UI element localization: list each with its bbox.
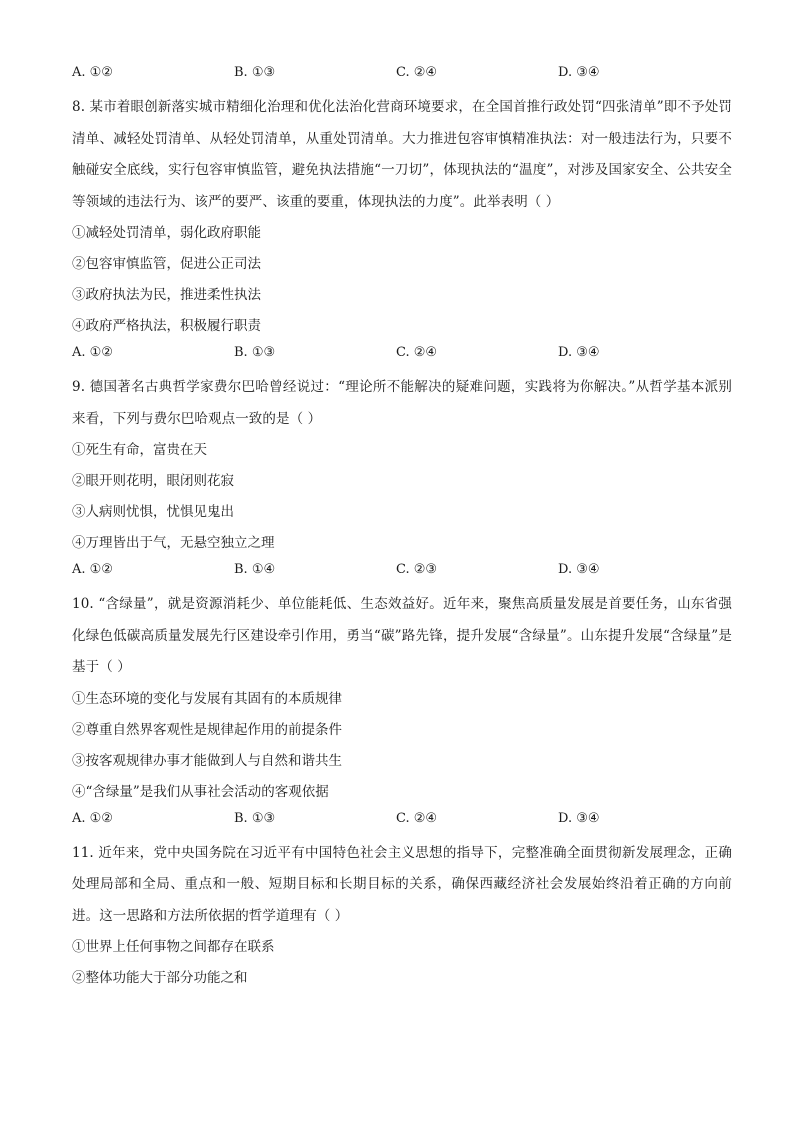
option-d: D. ③④ [558,345,600,360]
statement-3: ③按客观规律办事才能做到人与自然和谐共生 [72,752,342,769]
option-d: D. ③④ [558,562,600,577]
option-b: B. ①③ [234,345,276,360]
statement-3: ③政府执法为民，推进柔性执法 [72,287,261,303]
statement-4: ④政府严格执法，积极履行职责 [72,318,261,334]
question-stem: 9. 德国著名古典哲学家费尔巴哈曾经说过：“理论所不能解决的疑难问题，实践将为你解决。”从哲学基本派别来看，下列与费尔巴哈观点一致的是（ ） [72,379,732,427]
statement-2: ②眼开则花明，眼闭则花寂 [72,473,234,489]
answer-options [72,559,732,581]
statement-1: ①生态环境的变化与发展有其固有的本质规律 [72,690,342,707]
statement-2: ②尊重自然界客观性是规律起作用的前提条件 [72,721,342,738]
option-c: C. ②③ [396,562,438,577]
answer-options [72,62,732,84]
statement-2: ②整体功能大于部分功能之和 [72,970,248,986]
exam-page [72,62,732,994]
statement-2: ②包容审慎监管，促进公正司法 [72,256,261,272]
question-stem: 8. 某市着眼创新落实城市精细化治理和优化法治化营商环境要求，在全国首推行政处罚“四张清单”即不予处罚清单、减轻处罚清单、从轻处罚清单，从重处罚清单。大力推进包容审慎精准执法：对一般违法行为，只要不触碰安全底线，实行包容审慎监管，避免执法措施“一刀切”，体现执法的“温度”，对涉及国家安全、公共安全等领域的违法行为、该严的要严、该重的要重，体现执法的力度”。此举表明（ ） [72,99,732,210]
statement-1: ①减轻处罚清单，弱化政府职能 [72,225,261,241]
statement-1: ①世界上任何事物之间都存在联系 [72,939,275,955]
option-d: D. ③④ [558,810,600,826]
question-11 [72,838,732,995]
option-b: B. ①④ [234,562,276,577]
question-10 [72,589,732,830]
question-9 [72,372,732,581]
option-b: B. ①③ [234,810,276,826]
option-a: A. ①② [72,65,113,80]
option-a: A. ①② [72,562,113,577]
question-stem: 11. 近年来，党中央国务院在习近平有中国特色社会主义思想的指导下，完整准确全面贯彻新发展理念，正确处理局部和全局、重点和一般、短期目标和长期目标的关系，确保西藏经济社会发展始终沿着正确的方向前进。这一思路和方法所依据的哲学道理有（ ） [72,844,732,924]
statement-1: ①死生有命，富贵在天 [72,442,207,458]
option-a: A. ①② [72,810,113,826]
answer-options [72,342,732,364]
option-b: B. ①③ [234,65,276,80]
statement-4: ④“含绿量”是我们从事社会活动的客观依据 [72,783,329,800]
question-8 [72,92,732,364]
answer-options [72,808,732,830]
option-c: C. ②④ [396,810,438,826]
statement-3: ③人病则忧惧，忧惧见鬼出 [72,504,234,520]
statement-4: ④万理皆出于气，无悬空独立之理 [72,535,275,551]
option-a: A. ①② [72,345,113,360]
option-d: D. ③④ [558,65,600,80]
option-c: C. ②④ [396,65,438,80]
option-c: C. ②④ [396,345,438,360]
question-stem: 10. “含绿量”，就是资源消耗少、单位能耗低、生态效益好。近年来，聚焦高质量发展是首要任务，山东省强化绿色低碳高质量发展先行区建设牵引作用，勇当“碳”路先锋，提升发展“含绿量”。山东提升发展“含绿量”是基于（ ） [72,596,732,675]
